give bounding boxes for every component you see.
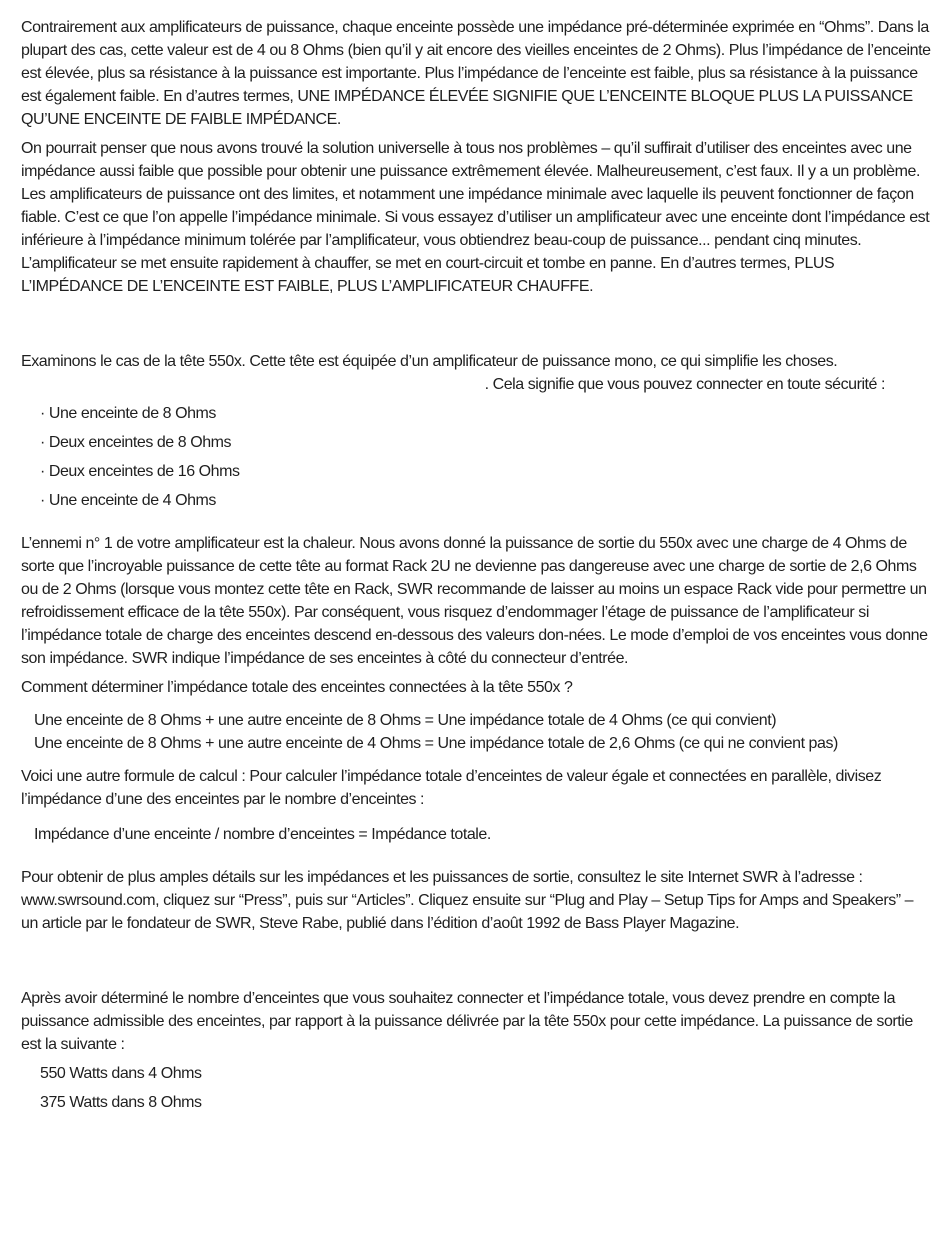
- paragraph-power-handling: Après avoir déterminé le nombre d’enceintes que vous souhaitez connecter et l’impédance totale, vous devez prendre en compte la puissance admissible des enceintes, par rapport à la puissance délivrée par la tête 550x pour cette impédance. La puissance de sortie est la suivante :: [21, 990, 913, 1053]
- formula-example: Une enceinte de 8 Ohms + une autre enceinte de 8 Ohms = Une impédance totale de 4 Ohms (ce qui convient): [34, 712, 777, 729]
- list-item: 550 Watts dans 4 Ohms: [40, 1065, 202, 1082]
- paragraph-question: Comment déterminer l’impédance totale des enceintes connectées à la tête 550x ?: [21, 679, 573, 696]
- formula-total-impedance: [21, 823, 931, 846]
- list-item: · Deux enceintes de 8 Ohms: [40, 434, 232, 451]
- spacer: [21, 304, 931, 350]
- list-item: · Une enceinte de 8 Ohms: [40, 405, 216, 422]
- list-item: 375 Watts dans 8 Ohms: [40, 1094, 202, 1111]
- document-page: [21, 16, 931, 1120]
- list-item: · Deux enceintes de 16 Ohms: [40, 463, 240, 480]
- spacer: [21, 856, 931, 866]
- output-power-list: [21, 1062, 931, 1120]
- spacer: [21, 941, 931, 987]
- formula-example: Une enceinte de 8 Ohms + une autre enceinte de 4 Ohms = Une impédance totale de 2,6 Ohms (ce qui ne convient pas): [34, 735, 838, 752]
- list-item: · Une enceinte de 4 Ohms: [40, 492, 216, 509]
- paragraph-heat-warning: L’ennemi n° 1 de votre amplificateur est la chaleur. Nous avons donné la puissance de sortie du 550x avec une charge de 4 Ohms de sorte que l’incroyable puissance de cette tête au format Rack 2U ne devienne pas dangereuse avec une charge de sortie de 2,6 Ohms ou de 2 Ohms (lorsque vous montez cette tête en Rack, SWR recommande de laisser au moins un espace Rack vide pour permettre un refroidissement efficace de la tête 550x). Par conséquent, vous risquez d’endommager l’étage de puissance de l’amplificateur si l’impédance totale de charge des enceintes descend en-dessous des valeurs don-nées. Le mode d’emploi de vos enceintes vous donne son impédance. SWR indique l’impédance de ses enceintes à côté du connecteur d’entrée.: [21, 535, 928, 667]
- paragraph-550x-intro: [21, 350, 931, 396]
- impedance-examples: [21, 709, 931, 755]
- safe-connections-list: [21, 402, 931, 518]
- paragraph-550x-line2: . Cela signifie que vous pouvez connecter en toute sécurité :: [484, 376, 885, 393]
- paragraph-impedance-intro: Contrairement aux amplificateurs de puissance, chaque enceinte possède une impédance pré-déterminée exprimée en “Ohms”. Dans la plupart des cas, cette valeur est de 4 ou 8 Ohms (bien qu’il y ait encore des vieilles enceintes de 2 Ohms). Plus l’impédance de l’enceinte est élevée, plus sa résistance à la puissance est importante. Plus l’impédance de l’enceinte est faible, plus sa résistance à la puissance est également faible. En d’autres termes, UNE IMPÉDANCE ÉLEVÉE SIGNIFIE QUE L’ENCEINTE BLOQUE PLUS LA PUISSANCE QU’UNE ENCEINTE DE FAIBLE IMPÉDANCE.: [21, 19, 931, 128]
- formula-line: Impédance d’une enceinte / nombre d’enceintes = Impédance totale.: [34, 826, 491, 843]
- paragraph-formula-intro: Voici une autre formule de calcul : Pour calculer l’impédance totale d’enceintes de valeur égale et connectées en parallèle, divisez l’impédance d’une des enceintes par le nombre d’enceintes :: [21, 768, 882, 808]
- paragraph-550x-line1: Examinons le cas de la tête 550x. Cette tête est équipée d’un amplificateur de puissance mono, ce qui simplifie les choses.: [21, 353, 838, 370]
- spacer: [21, 518, 931, 532]
- paragraph-website-reference: Pour obtenir de plus amples détails sur les impédances et les puissances de sortie, consultez le site Internet SWR à l’adresse : www.swrsound.com, cliquez sur “Press”, puis sur “Articles”. Cliquez ensuite sur “Plug and Play – Setup Tips for Amps and Speakers” – un article par le fondateur de SWR, Steve Rabe, publié dans l’édition d’août 1992 de Bass Player Magazine.: [21, 869, 914, 932]
- paragraph-minimum-impedance: On pourrait penser que nous avons trouvé la solution universelle à tous nos problèmes – qu’il suffirait d’utiliser des enceintes avec une impédance aussi faible que possible pour obtenir une puissance extrêmement élevée. Malheureusement, c’est faux. Il y a un problème. Les amplificateurs de puissance ont des limites, et notamment une impédance minimale avec laquelle ils peuvent fonctionner de façon fiable. C’est ce que l’on appelle l’impédance minimale. Si vous essayez d’utiliser un amplificateur avec une enceinte dont l’impédance est inférieure à l’impédance minimum tolérée par l’amplificateur, vous obtiendrez beau-coup de puissance... pendant cinq minutes. L’amplificateur se met ensuite rapidement à chauffer, se met en court-circuit et tombe en panne. En d’autres termes, PLUS L’IMPÉDANCE DE L’ENCEINTE EST FAIBLE, PLUS L’AMPLIFICATEUR CHAUFFE.: [21, 140, 930, 295]
